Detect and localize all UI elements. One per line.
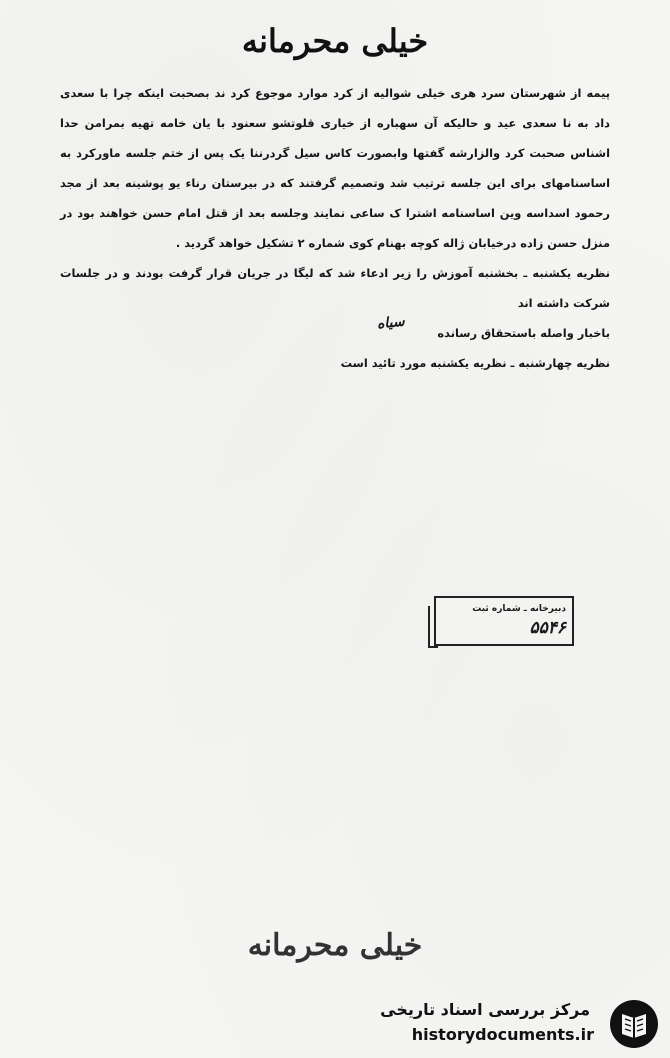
classification-footer: خیلی محرمانه — [247, 928, 423, 963]
archive-name: مرکز بررسی اسناد تاریخی — [380, 1000, 590, 1019]
report-paragraph-main: پیمه از شهرستان سرد هری خیلی شوالیه از کرد موارد موجوع کرد ند بصحبت اینکه چرا با سعدی داد به نا سعدی عید و حالیکه آن سهباره از خیاری قلوتشو سعنود با یان خامه تهیه بمرامن حدا اشناس صحبت کرد والزارشه گفتها وابصورت کاس سیل گردرننا یک پس از ختم جلسه ماورکرد به اساسنامهای برای این جلسه ترتیب شد وتصمیم گرفتند که در بیرستان رناء یو پوشینه بعد از مجد رحمود اسداسه وین اساسنامه اشترا ک ساعی نمایند وجلسه بعد از قتل امام حسن خواهند بود در منزل حسن زاده درخیابان ژاله کوچه بهنام کوی شماره ۲ تشکیل خواهد گردید . — [60, 86, 610, 250]
signature-line — [60, 313, 610, 348]
archive-url: historydocuments.ir — [411, 1025, 594, 1044]
stamp-registry-number: ۵۵۴۶ — [529, 618, 566, 638]
book-icon — [608, 998, 660, 1050]
stamp-registry-label: دبیرخانه ـ شماره ثبت — [472, 604, 566, 614]
report-paragraph-note: نظریه یکشنبه ـ بخشنبه آموزش را زیر ادعاء شد که لیگا در جریان قرار گرفت بودند و در جلسات شرکت داشته اند — [60, 266, 610, 310]
closing-line: نظریه چهارشنبه ـ نظریه یکشنبه مورد تائید است — [340, 356, 610, 370]
signature-line-text: باخبار واصله باستحقاق رسانده — [437, 326, 610, 340]
classification-header: خیلی محرمانه — [241, 22, 429, 60]
handwritten-signature: سیاه — [376, 313, 406, 333]
archive-watermark — [360, 996, 660, 1052]
document-body — [60, 78, 610, 378]
registry-stamp — [434, 596, 574, 646]
